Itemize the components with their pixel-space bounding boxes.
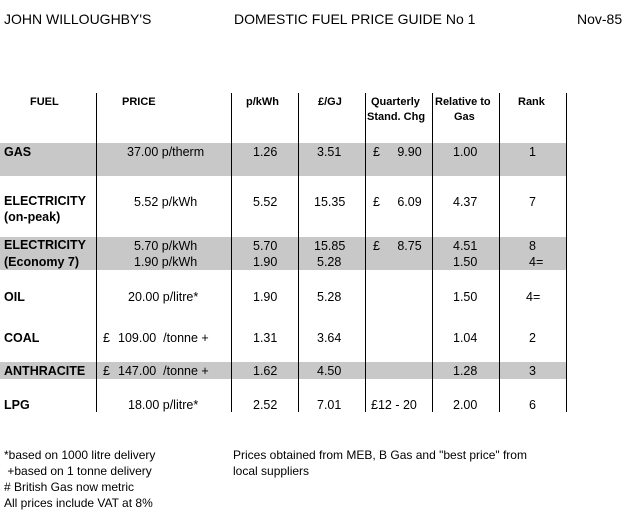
rank-coal: 2 — [529, 331, 536, 345]
column-header-rank: Rank — [518, 96, 545, 108]
fuel-electricity-subtitle: (on-peak) — [4, 210, 61, 224]
footnote-litre: *based on 1000 litre delivery — [4, 448, 156, 462]
currency-symbol: £ — [103, 331, 110, 345]
price-oil: 20.00 p/litre* — [128, 290, 199, 304]
column-header-relative: Relative to — [435, 96, 491, 108]
rank-oil: 4= — [526, 290, 541, 304]
relative-electricity: 4.37 — [453, 195, 478, 209]
pkwh-coal: 1.31 — [253, 331, 278, 345]
price-coal: 109.00 /tonne + — [118, 331, 209, 345]
fuel-lpg: LPG — [4, 398, 30, 412]
header-author: JOHN WILLOUGHBY'S — [4, 11, 152, 27]
price-anthracite: 147.00 /tonne + — [118, 364, 209, 378]
column-header-quarterly: Quarterly — [371, 96, 420, 108]
column-divider — [298, 93, 299, 412]
price-electricity: 5.52 p/kWh — [134, 195, 198, 209]
fuel-gas: GAS — [4, 145, 32, 159]
footnote-vat: All prices include VAT at 8% — [4, 496, 153, 510]
relative-coal: 1.04 — [453, 331, 478, 345]
rank-economy7-day: 8 — [529, 239, 536, 253]
gj-economy7-night: 5.28 — [317, 255, 342, 269]
gj-gas: 3.51 — [317, 145, 342, 159]
gj-electricity: 15.35 — [314, 195, 346, 209]
standing-charge-electricity: £ 6.09 — [373, 195, 422, 209]
relative-economy7-night: 1.50 — [453, 255, 478, 269]
column-divider — [432, 93, 433, 412]
gj-economy7-day: 15.85 — [314, 239, 346, 253]
row-band-gas — [0, 143, 567, 176]
column-header-price: PRICE — [122, 96, 156, 108]
fuel-electricity-economy7: ELECTRICITY — [4, 238, 86, 252]
fuel-economy7-subtitle: (Economy 7) — [4, 255, 80, 269]
column-divider — [365, 93, 366, 412]
pkwh-oil: 1.90 — [253, 290, 278, 304]
fuel-oil: OIL — [4, 290, 25, 304]
page-title: DOMESTIC FUEL PRICE GUIDE No 1 — [234, 11, 476, 27]
rank-economy7-night: 4= — [529, 255, 544, 269]
column-divider — [566, 93, 567, 412]
price-economy7-day: 5.70 p/kWh — [134, 239, 198, 253]
column-header-pergj: £/GJ — [318, 96, 342, 108]
pkwh-electricity: 5.52 — [253, 195, 278, 209]
gj-oil: 5.28 — [317, 290, 342, 304]
price-gas: 37.00 p/therm — [127, 145, 205, 159]
fuel-coal: COAL — [4, 331, 40, 345]
rank-anthracite: 3 — [529, 364, 536, 378]
price-lpg: 18.00 p/litre* — [128, 398, 199, 412]
pkwh-gas: 1.26 — [253, 145, 278, 159]
standing-charge-gas: £ 9.90 — [373, 145, 422, 159]
column-header-pkwh: p/kWh — [246, 96, 279, 108]
rank-lpg: 6 — [529, 398, 536, 412]
standing-charge-economy7: £ 8.75 — [373, 239, 422, 253]
relative-lpg: 2.00 — [453, 398, 478, 412]
currency-symbol: £ — [103, 364, 110, 378]
fuel-anthracite: ANTHRACITE — [4, 364, 86, 378]
rank-gas: 1 — [529, 145, 536, 159]
gj-coal: 3.64 — [317, 331, 342, 345]
header-date: Nov-85 — [577, 11, 623, 27]
relative-gas: 1.00 — [453, 145, 478, 159]
fuel-electricity: ELECTRICITY — [4, 194, 86, 208]
footnote-tonne: +based on 1 tonne delivery — [4, 464, 152, 478]
pkwh-economy7-night: 1.90 — [253, 255, 278, 269]
standing-charge-lpg: £12 - 20 — [371, 398, 417, 412]
pkwh-lpg: 2.52 — [253, 398, 278, 412]
column-divider — [96, 93, 97, 412]
footnote-metric: # British Gas now metric — [4, 480, 135, 494]
pkwh-anthracite: 1.62 — [253, 364, 278, 378]
price-economy7-night: 1.90 p/kWh — [134, 255, 198, 269]
relative-economy7-day: 4.51 — [453, 239, 478, 253]
source-note-continued: local suppliers — [233, 464, 310, 478]
pkwh-economy7-day: 5.70 — [253, 239, 278, 253]
rank-electricity: 7 — [529, 195, 536, 209]
column-header-fuel: FUEL — [30, 96, 59, 108]
column-divider — [499, 93, 500, 412]
gj-lpg: 7.01 — [317, 398, 342, 412]
column-divider — [231, 93, 232, 412]
relative-oil: 1.50 — [453, 290, 478, 304]
column-header-gas: Gas — [454, 111, 475, 123]
gj-anthracite: 4.50 — [317, 364, 342, 378]
relative-anthracite: 1.28 — [453, 364, 478, 378]
source-note: Prices obtained from MEB, B Gas and "best price" from — [233, 448, 527, 462]
column-header-standing-charge: Stand. Chg — [367, 111, 426, 123]
